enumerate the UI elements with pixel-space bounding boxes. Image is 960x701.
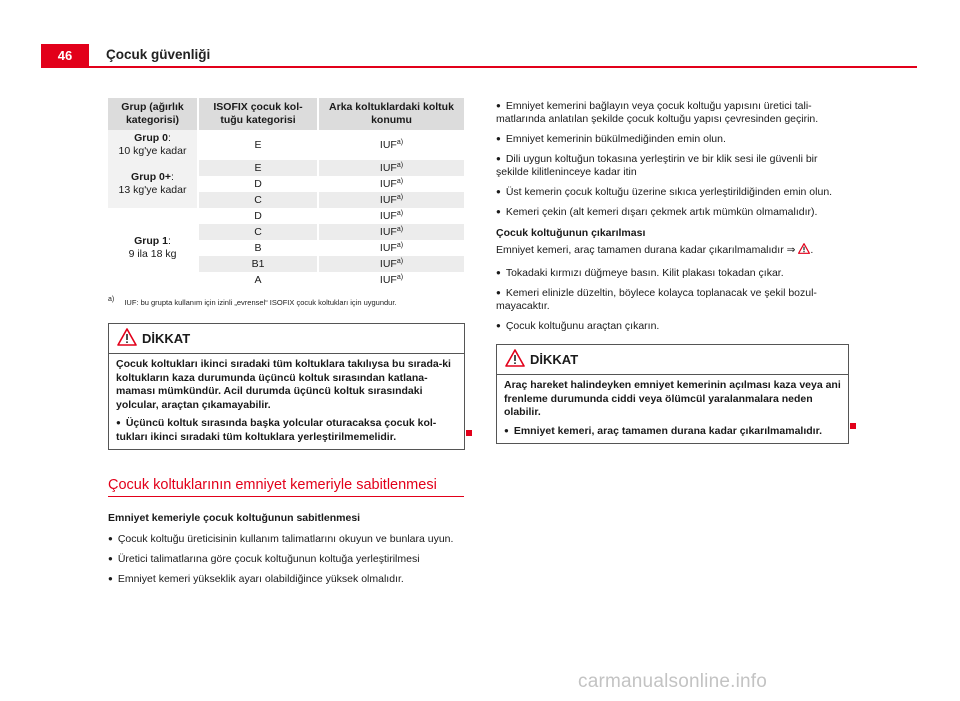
warning-bullet: Üçüncü koltuk sırasında başka yolcular oturacaksa çocuk kol-tukları ikinci sıradaki tüm koltuklara yerleştirilmemelidir. — [116, 417, 437, 443]
bullet-icon: ● — [116, 418, 121, 427]
list-item: ● Emniyet kemerini bağlayın veya çocuk koltuğu yapısını üretici tali-matlarında anlatılan şekilde çocuk koltuğu yapısı çevresinden geçirin. — [496, 99, 844, 126]
table-row — [108, 160, 464, 176]
table-cell: E — [198, 130, 318, 160]
warning-body — [497, 375, 848, 443]
position-value: IUF — [379, 273, 397, 286]
footnote-ref: a) — [396, 257, 404, 265]
footnote-ref: a) — [396, 273, 404, 281]
group-name: Grup 1 — [134, 235, 168, 247]
right-column-text — [496, 99, 844, 339]
table-cell: C — [198, 224, 318, 240]
removal-end: . — [810, 244, 814, 256]
table-cell: A — [198, 272, 318, 288]
table-row — [108, 130, 464, 160]
group-name: Grup 0+ — [131, 171, 172, 183]
table-cell — [318, 192, 464, 208]
position-value: IUF — [379, 193, 397, 206]
position-value: IUF — [379, 257, 397, 270]
group-weight: 13 kg'ye kadar — [118, 184, 187, 196]
table-cell — [318, 240, 464, 256]
warning-text: Araç hareket halindeyken emniyet kemerinin açılması kaza veya ani frenleme durumunda ciddi veya ölümcül yaralanmalara neden olabilir. — [504, 379, 841, 418]
table-row — [108, 208, 464, 224]
list-item: ● Çocuk koltuğu üreticisinin kullanım talimatlarını okuyun ve bunlara uyun. — [108, 532, 464, 546]
list-item: ● Çocuk koltuğunu araçtan çıkarın. — [496, 319, 844, 333]
list-item: ● Kemeri çekin (alt kemeri dışarı çekmek artık mümkün olmamalıdır). — [496, 205, 844, 219]
group-name: Grup 0 — [134, 132, 168, 144]
table-header: ISOFIX çocuk kol-tuğu kategorisi — [198, 98, 318, 130]
footnote-ref: a) — [396, 177, 404, 185]
table-cell — [318, 256, 464, 272]
warning-body — [109, 354, 464, 449]
footnote-marker: a) — [108, 296, 115, 303]
list-item: ● Emniyet kemerinin bükülmediğinden emin olun. — [496, 132, 844, 146]
table-cell: B — [198, 240, 318, 256]
position-value: IUF — [379, 225, 397, 238]
left-column-text — [108, 512, 464, 592]
table-cell-group: Grup 1: 9 ila 18 kg — [108, 208, 198, 288]
table-cell: D — [198, 208, 318, 224]
table-footnote — [108, 298, 397, 307]
list-item: ● Tokadaki kırmızı düğmeye basın. Kilit plakası tokadan çıkar. — [496, 266, 844, 280]
page-title: Çocuk güvenliği — [106, 47, 211, 62]
footnote-ref: a) — [396, 209, 404, 217]
warning-header — [109, 324, 464, 354]
removal-text: Emniyet kemeri, araç tamamen durana kadar çıkarılmamalıdır ⇒ — [496, 244, 796, 256]
warning-triangle-icon — [505, 349, 525, 367]
footnote-ref: a) — [396, 193, 404, 201]
footnote-ref: a) — [396, 241, 404, 249]
removal-paragraph — [496, 243, 844, 257]
position-value: IUF — [379, 241, 397, 254]
footnote-ref: a) — [396, 225, 404, 233]
page-number: 46 — [41, 44, 89, 66]
isofix-table — [108, 98, 464, 288]
table-cell — [318, 208, 464, 224]
warning-title: DİKKAT — [142, 331, 191, 346]
footnote-text: IUF: bu grupta kullanım için izinli „evrensel“ ISOFIX çocuk koltukları için uygundur. — [124, 298, 397, 307]
table-cell — [318, 160, 464, 176]
table-cell-group: Grup 0: 10 kg'ye kadar — [108, 130, 198, 160]
table-cell: D — [198, 176, 318, 192]
end-marker — [466, 430, 472, 436]
section-divider — [108, 496, 464, 497]
list-item: ● Üretici talimatlarına göre çocuk koltuğunun koltuğa yerleştirilmesi — [108, 552, 464, 566]
table-cell — [318, 176, 464, 192]
table-cell: C — [198, 192, 318, 208]
position-value: IUF — [379, 161, 397, 174]
list-item: ● Dili uygun koltuğun tokasına yerleştirin ve bir klik sesi ile güvenli bir şekilde kilitleninceye kadar itin — [496, 152, 844, 179]
table-cell-group: Grup 0+: 13 kg'ye kadar — [108, 160, 198, 208]
footnote-ref: a) — [396, 138, 404, 146]
warning-bullet: Emniyet kemeri, araç tamamen durana kadar çıkarılmamalıdır. — [513, 424, 822, 437]
position-value: IUF — [379, 177, 397, 190]
table-header-row — [108, 98, 464, 130]
warning-box-seats — [108, 323, 465, 450]
footnote-ref: a) — [396, 161, 404, 169]
position-value: IUF — [379, 138, 397, 151]
list-item: ● Kemeri elinizle düzeltin, böylece kolayca toplanacak ve şekil bozul-mayacaktır. — [496, 286, 844, 313]
bullet-icon: ● — [504, 425, 509, 435]
table-cell — [318, 272, 464, 288]
table-cell — [318, 130, 464, 160]
end-marker — [850, 423, 856, 429]
warning-triangle-icon[interactable] — [798, 243, 810, 254]
table-header: Arka koltuklardaki koltuk konumu — [318, 98, 464, 130]
list-item: ● Üst kemerin çocuk koltuğu üzerine sıkıca yerleştirildiğinden emin olun. — [496, 185, 844, 199]
removal-heading: Çocuk koltuğunun çıkarılması — [496, 227, 646, 239]
table-header: Grup (ağırlık kategorisi) — [108, 98, 198, 130]
section-title: Çocuk koltuklarının emniyet kemeriyle sabitlenmesi — [108, 477, 437, 493]
list-item: ● Emniyet kemeri yükseklik ayarı olabildiğince yüksek olmalıdır. — [108, 572, 464, 586]
subheading: Emniyet kemeriyle çocuk koltuğunun sabitlenmesi — [108, 512, 361, 524]
table-cell: B1 — [198, 256, 318, 272]
warning-text: Çocuk koltukları ikinci sıradaki tüm koltuklara takılıysa bu sırada-ki koltukların kaza durumunda üçüncü koltuk sırasından katlana-maması mümkündür. Acil durumda üçüncü koltuk sırasındaki yolcular, araçtan çıkamayabilir. — [116, 358, 451, 411]
position-value: IUF — [379, 209, 397, 222]
header-divider — [41, 66, 917, 68]
warning-title: DİKKAT — [530, 352, 579, 367]
warning-triangle-icon — [117, 328, 137, 346]
group-weight: 9 ila 18 kg — [128, 248, 177, 260]
watermark: carmanualsonline.info — [578, 671, 768, 692]
table-cell: E — [198, 160, 318, 176]
warning-box-belt — [496, 344, 849, 444]
group-weight: 10 kg'ye kadar — [118, 145, 187, 157]
warning-header — [497, 345, 848, 375]
table-cell — [318, 224, 464, 240]
